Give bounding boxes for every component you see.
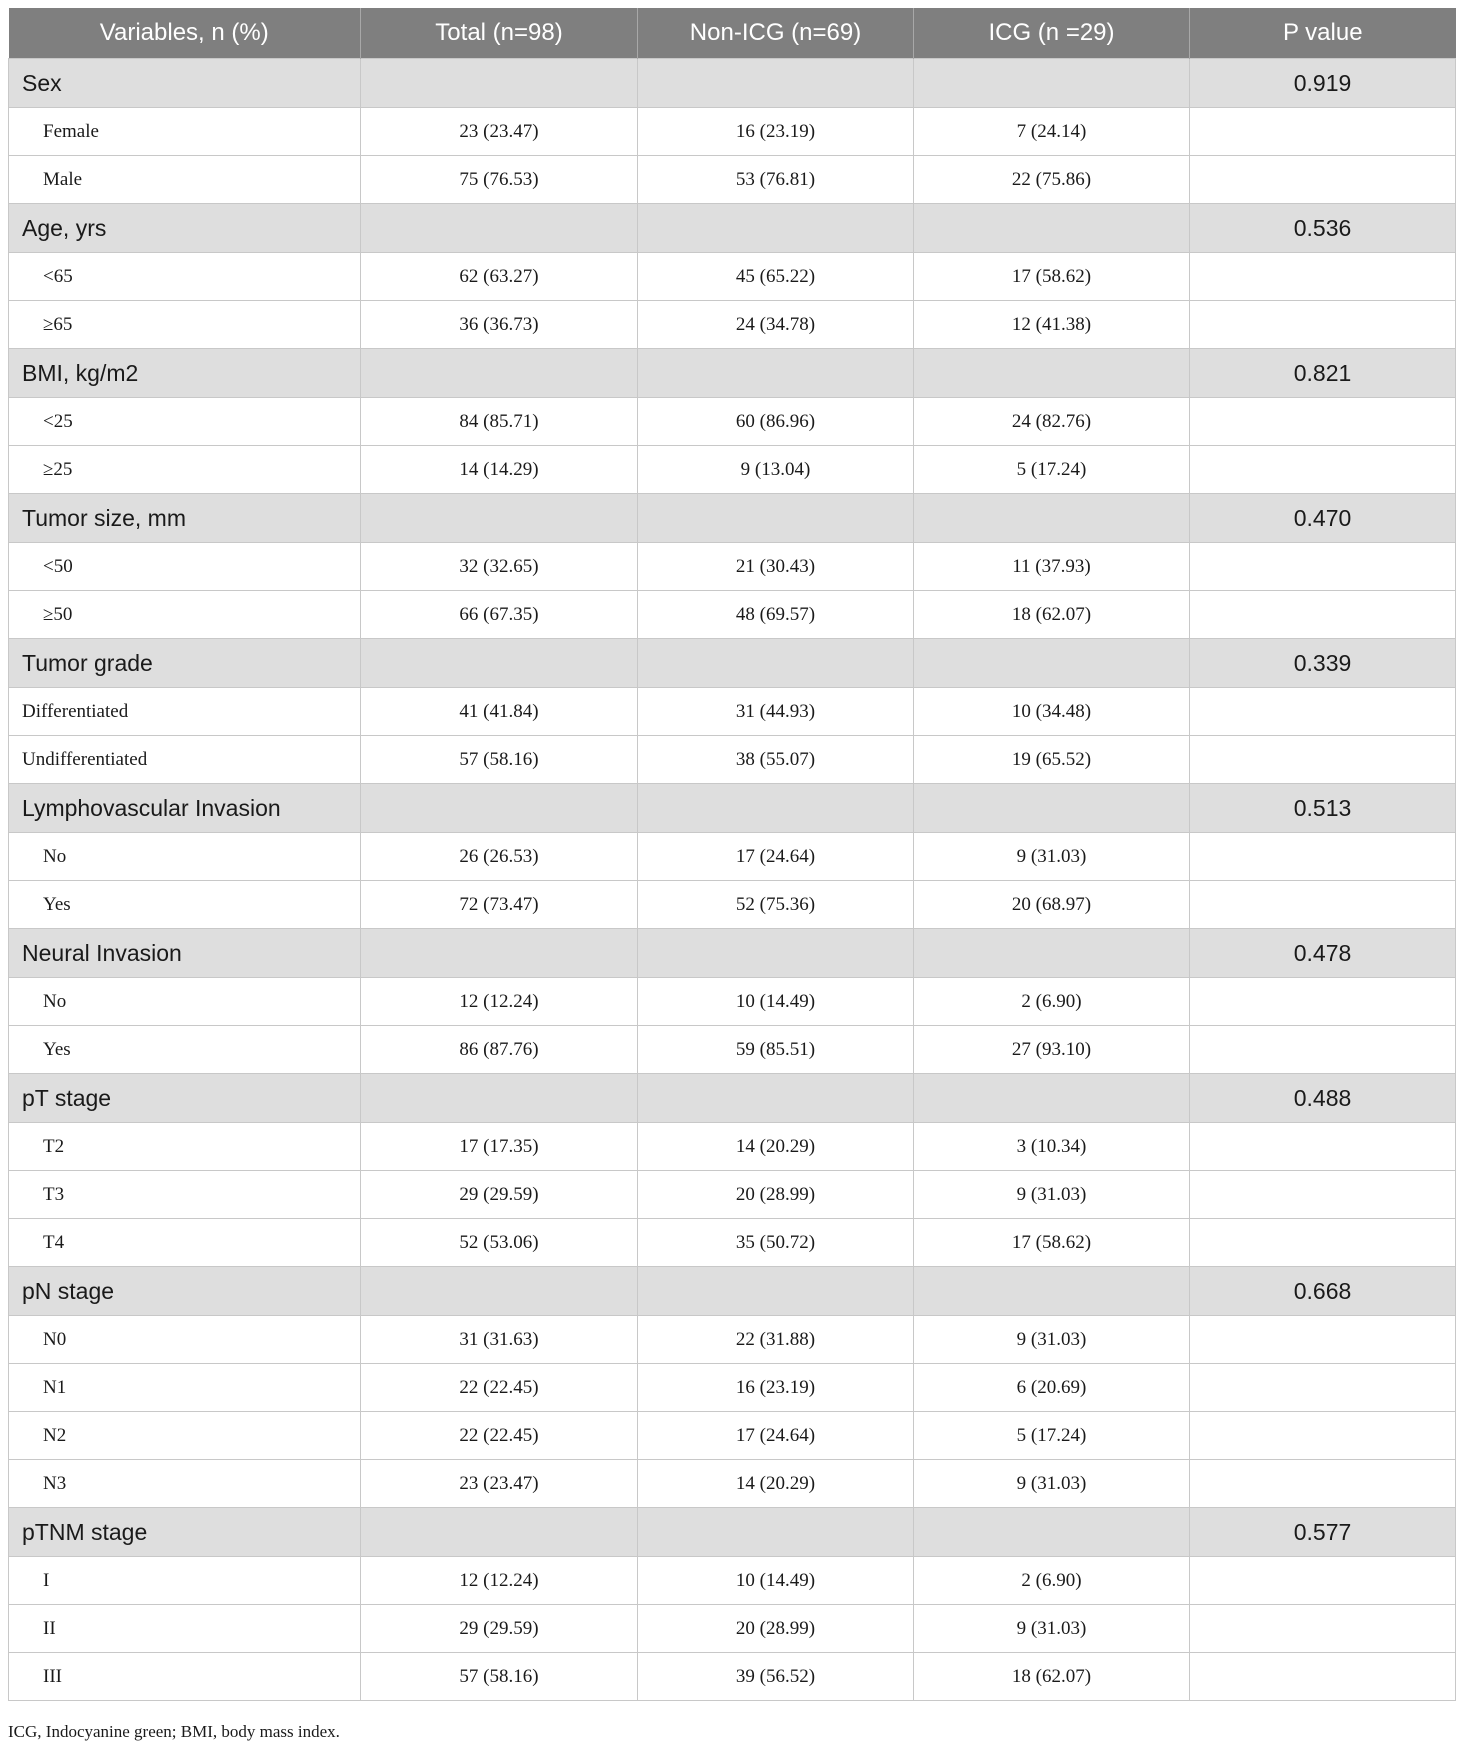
cell-non-icg: 24 (34.78) bbox=[638, 301, 914, 349]
cell-total: 29 (29.59) bbox=[361, 1171, 638, 1219]
cell-p-value-empty bbox=[1190, 688, 1456, 736]
cell-icg: 9 (31.03) bbox=[914, 1171, 1190, 1219]
row-label: T3 bbox=[9, 1171, 361, 1219]
group-empty-cell bbox=[914, 59, 1190, 108]
cell-total: 86 (87.76) bbox=[361, 1026, 638, 1074]
table-row bbox=[9, 1557, 1456, 1605]
group-label: pN stage bbox=[9, 1267, 361, 1316]
cell-total: 57 (58.16) bbox=[361, 736, 638, 784]
header-icg: ICG (n =29) bbox=[914, 8, 1190, 59]
table-row bbox=[9, 446, 1456, 494]
cell-non-icg: 60 (86.96) bbox=[638, 398, 914, 446]
cell-non-icg: 16 (23.19) bbox=[638, 1364, 914, 1412]
group-empty-cell bbox=[638, 1074, 914, 1123]
table-row bbox=[9, 881, 1456, 929]
cell-total: 57 (58.16) bbox=[361, 1653, 638, 1701]
row-label: Differentiated bbox=[9, 688, 361, 736]
row-label: II bbox=[9, 1605, 361, 1653]
row-label: N0 bbox=[9, 1316, 361, 1364]
table-body bbox=[9, 59, 1456, 1701]
table-row bbox=[9, 1316, 1456, 1364]
cell-icg: 18 (62.07) bbox=[914, 591, 1190, 639]
cell-p-value-empty bbox=[1190, 978, 1456, 1026]
group-empty-cell bbox=[638, 784, 914, 833]
group-row bbox=[9, 784, 1456, 833]
table-row bbox=[9, 1460, 1456, 1508]
group-p-value: 0.339 bbox=[1190, 639, 1456, 688]
group-empty-cell bbox=[361, 1267, 638, 1316]
cell-icg: 5 (17.24) bbox=[914, 1412, 1190, 1460]
cell-total: 22 (22.45) bbox=[361, 1412, 638, 1460]
cell-non-icg: 48 (69.57) bbox=[638, 591, 914, 639]
row-label: ≥25 bbox=[9, 446, 361, 494]
cell-icg: 10 (34.48) bbox=[914, 688, 1190, 736]
header-p-value: P value bbox=[1190, 8, 1456, 59]
group-p-value: 0.919 bbox=[1190, 59, 1456, 108]
cell-non-icg: 20 (28.99) bbox=[638, 1605, 914, 1653]
cell-icg: 11 (37.93) bbox=[914, 543, 1190, 591]
group-p-value: 0.488 bbox=[1190, 1074, 1456, 1123]
cell-icg: 22 (75.86) bbox=[914, 156, 1190, 204]
group-p-value: 0.536 bbox=[1190, 204, 1456, 253]
cell-total: 52 (53.06) bbox=[361, 1219, 638, 1267]
table-row bbox=[9, 156, 1456, 204]
header-total: Total (n=98) bbox=[361, 8, 638, 59]
cell-total: 84 (85.71) bbox=[361, 398, 638, 446]
group-p-value: 0.821 bbox=[1190, 349, 1456, 398]
group-empty-cell bbox=[914, 1508, 1190, 1557]
row-label: Undifferentiated bbox=[9, 736, 361, 784]
cell-non-icg: 35 (50.72) bbox=[638, 1219, 914, 1267]
cell-p-value-empty bbox=[1190, 1557, 1456, 1605]
cell-p-value-empty bbox=[1190, 736, 1456, 784]
cell-p-value-empty bbox=[1190, 156, 1456, 204]
cell-total: 62 (63.27) bbox=[361, 253, 638, 301]
cell-non-icg: 45 (65.22) bbox=[638, 253, 914, 301]
cell-p-value-empty bbox=[1190, 398, 1456, 446]
group-empty-cell bbox=[361, 59, 638, 108]
cell-non-icg: 39 (56.52) bbox=[638, 1653, 914, 1701]
table-row bbox=[9, 736, 1456, 784]
group-empty-cell bbox=[638, 1508, 914, 1557]
cell-total: 26 (26.53) bbox=[361, 833, 638, 881]
group-empty-cell bbox=[361, 1074, 638, 1123]
cell-p-value-empty bbox=[1190, 108, 1456, 156]
cell-total: 72 (73.47) bbox=[361, 881, 638, 929]
table-row bbox=[9, 1026, 1456, 1074]
group-p-value: 0.478 bbox=[1190, 929, 1456, 978]
row-label: Female bbox=[9, 108, 361, 156]
group-empty-cell bbox=[914, 1074, 1190, 1123]
cell-icg: 6 (20.69) bbox=[914, 1364, 1190, 1412]
group-row bbox=[9, 1267, 1456, 1316]
table-row bbox=[9, 1605, 1456, 1653]
group-row bbox=[9, 1074, 1456, 1123]
cell-icg: 17 (58.62) bbox=[914, 1219, 1190, 1267]
table-container bbox=[8, 8, 1455, 1701]
cell-non-icg: 16 (23.19) bbox=[638, 108, 914, 156]
table-row bbox=[9, 1653, 1456, 1701]
table-row bbox=[9, 978, 1456, 1026]
row-label: Yes bbox=[9, 1026, 361, 1074]
row-label: <65 bbox=[9, 253, 361, 301]
group-empty-cell bbox=[914, 349, 1190, 398]
cell-total: 41 (41.84) bbox=[361, 688, 638, 736]
group-p-value: 0.470 bbox=[1190, 494, 1456, 543]
table-row bbox=[9, 1171, 1456, 1219]
row-label: ≥50 bbox=[9, 591, 361, 639]
cell-icg: 18 (62.07) bbox=[914, 1653, 1190, 1701]
group-row bbox=[9, 349, 1456, 398]
row-label: T4 bbox=[9, 1219, 361, 1267]
row-label: <50 bbox=[9, 543, 361, 591]
row-label: No bbox=[9, 978, 361, 1026]
cell-total: 23 (23.47) bbox=[361, 108, 638, 156]
group-empty-cell bbox=[914, 494, 1190, 543]
cell-icg: 9 (31.03) bbox=[914, 833, 1190, 881]
row-label: N2 bbox=[9, 1412, 361, 1460]
group-empty-cell bbox=[361, 349, 638, 398]
cell-p-value-empty bbox=[1190, 1460, 1456, 1508]
group-p-value: 0.577 bbox=[1190, 1508, 1456, 1557]
cell-non-icg: 53 (76.81) bbox=[638, 156, 914, 204]
group-empty-cell bbox=[638, 929, 914, 978]
cell-total: 22 (22.45) bbox=[361, 1364, 638, 1412]
group-label: Age, yrs bbox=[9, 204, 361, 253]
group-label: BMI, kg/m2 bbox=[9, 349, 361, 398]
group-empty-cell bbox=[361, 204, 638, 253]
row-label: N3 bbox=[9, 1460, 361, 1508]
cell-p-value-empty bbox=[1190, 1219, 1456, 1267]
cell-icg: 17 (58.62) bbox=[914, 253, 1190, 301]
cell-total: 31 (31.63) bbox=[361, 1316, 638, 1364]
cell-icg: 19 (65.52) bbox=[914, 736, 1190, 784]
table-row bbox=[9, 1412, 1456, 1460]
group-label: pT stage bbox=[9, 1074, 361, 1123]
group-label: pTNM stage bbox=[9, 1508, 361, 1557]
group-row bbox=[9, 59, 1456, 108]
cell-p-value-empty bbox=[1190, 301, 1456, 349]
cell-p-value-empty bbox=[1190, 543, 1456, 591]
group-empty-cell bbox=[361, 929, 638, 978]
group-empty-cell bbox=[914, 784, 1190, 833]
group-empty-cell bbox=[914, 204, 1190, 253]
cell-icg: 3 (10.34) bbox=[914, 1123, 1190, 1171]
cell-non-icg: 38 (55.07) bbox=[638, 736, 914, 784]
table-row bbox=[9, 1123, 1456, 1171]
group-label: Neural Invasion bbox=[9, 929, 361, 978]
group-empty-cell bbox=[638, 349, 914, 398]
table-row bbox=[9, 108, 1456, 156]
cell-icg: 7 (24.14) bbox=[914, 108, 1190, 156]
row-label: <25 bbox=[9, 398, 361, 446]
table-row bbox=[9, 833, 1456, 881]
row-label: T2 bbox=[9, 1123, 361, 1171]
cell-total: 29 (29.59) bbox=[361, 1605, 638, 1653]
cell-icg: 9 (31.03) bbox=[914, 1605, 1190, 1653]
row-label: No bbox=[9, 833, 361, 881]
cell-p-value-empty bbox=[1190, 1123, 1456, 1171]
cell-non-icg: 17 (24.64) bbox=[638, 1412, 914, 1460]
header-non-icg: Non-ICG (n=69) bbox=[638, 8, 914, 59]
group-row bbox=[9, 204, 1456, 253]
table-row bbox=[9, 1219, 1456, 1267]
cell-total: 14 (14.29) bbox=[361, 446, 638, 494]
header-variables: Variables, n (%) bbox=[9, 8, 361, 59]
cell-non-icg: 9 (13.04) bbox=[638, 446, 914, 494]
cell-non-icg: 20 (28.99) bbox=[638, 1171, 914, 1219]
group-p-value: 0.668 bbox=[1190, 1267, 1456, 1316]
cell-p-value-empty bbox=[1190, 1653, 1456, 1701]
cell-total: 12 (12.24) bbox=[361, 1557, 638, 1605]
cell-total: 66 (67.35) bbox=[361, 591, 638, 639]
group-empty-cell bbox=[638, 59, 914, 108]
row-label: Yes bbox=[9, 881, 361, 929]
cell-total: 75 (76.53) bbox=[361, 156, 638, 204]
table-footnote: ICG, Indocyanine green; BMI, body mass index. bbox=[8, 1722, 340, 1741]
cell-icg: 12 (41.38) bbox=[914, 301, 1190, 349]
group-empty-cell bbox=[361, 494, 638, 543]
cell-p-value-empty bbox=[1190, 1605, 1456, 1653]
cell-total: 17 (17.35) bbox=[361, 1123, 638, 1171]
cell-p-value-empty bbox=[1190, 881, 1456, 929]
group-row bbox=[9, 494, 1456, 543]
cell-icg: 9 (31.03) bbox=[914, 1460, 1190, 1508]
cell-non-icg: 10 (14.49) bbox=[638, 978, 914, 1026]
cell-non-icg: 14 (20.29) bbox=[638, 1460, 914, 1508]
characteristics-table bbox=[8, 8, 1456, 1701]
cell-p-value-empty bbox=[1190, 1412, 1456, 1460]
group-label: Tumor grade bbox=[9, 639, 361, 688]
group-label: Tumor size, mm bbox=[9, 494, 361, 543]
table-row bbox=[9, 591, 1456, 639]
cell-p-value-empty bbox=[1190, 1026, 1456, 1074]
cell-icg: 9 (31.03) bbox=[914, 1316, 1190, 1364]
cell-icg: 24 (82.76) bbox=[914, 398, 1190, 446]
group-label: Lymphovascular Invasion bbox=[9, 784, 361, 833]
group-empty-cell bbox=[638, 639, 914, 688]
group-empty-cell bbox=[914, 929, 1190, 978]
cell-icg: 27 (93.10) bbox=[914, 1026, 1190, 1074]
row-label: N1 bbox=[9, 1364, 361, 1412]
group-empty-cell bbox=[361, 1508, 638, 1557]
group-empty-cell bbox=[638, 1267, 914, 1316]
cell-icg: 2 (6.90) bbox=[914, 978, 1190, 1026]
group-p-value: 0.513 bbox=[1190, 784, 1456, 833]
cell-non-icg: 21 (30.43) bbox=[638, 543, 914, 591]
table-header bbox=[9, 8, 1456, 59]
group-empty-cell bbox=[914, 639, 1190, 688]
cell-non-icg: 10 (14.49) bbox=[638, 1557, 914, 1605]
row-label: I bbox=[9, 1557, 361, 1605]
cell-non-icg: 31 (44.93) bbox=[638, 688, 914, 736]
cell-p-value-empty bbox=[1190, 1316, 1456, 1364]
group-empty-cell bbox=[638, 204, 914, 253]
group-empty-cell bbox=[361, 784, 638, 833]
group-empty-cell bbox=[914, 1267, 1190, 1316]
cell-non-icg: 22 (31.88) bbox=[638, 1316, 914, 1364]
table-row bbox=[9, 301, 1456, 349]
cell-non-icg: 17 (24.64) bbox=[638, 833, 914, 881]
cell-p-value-empty bbox=[1190, 833, 1456, 881]
cell-total: 12 (12.24) bbox=[361, 978, 638, 1026]
table-row bbox=[9, 253, 1456, 301]
cell-non-icg: 14 (20.29) bbox=[638, 1123, 914, 1171]
cell-p-value-empty bbox=[1190, 1171, 1456, 1219]
table-row bbox=[9, 688, 1456, 736]
cell-non-icg: 59 (85.51) bbox=[638, 1026, 914, 1074]
group-label: Sex bbox=[9, 59, 361, 108]
cell-icg: 5 (17.24) bbox=[914, 446, 1190, 494]
header-row bbox=[9, 8, 1456, 59]
cell-total: 36 (36.73) bbox=[361, 301, 638, 349]
cell-p-value-empty bbox=[1190, 446, 1456, 494]
cell-non-icg: 52 (75.36) bbox=[638, 881, 914, 929]
cell-p-value-empty bbox=[1190, 591, 1456, 639]
row-label: III bbox=[9, 1653, 361, 1701]
table-row bbox=[9, 398, 1456, 446]
cell-icg: 2 (6.90) bbox=[914, 1557, 1190, 1605]
row-label: Male bbox=[9, 156, 361, 204]
table-row bbox=[9, 1364, 1456, 1412]
cell-total: 23 (23.47) bbox=[361, 1460, 638, 1508]
cell-p-value-empty bbox=[1190, 253, 1456, 301]
group-row bbox=[9, 929, 1456, 978]
group-empty-cell bbox=[638, 494, 914, 543]
cell-p-value-empty bbox=[1190, 1364, 1456, 1412]
row-label: ≥65 bbox=[9, 301, 361, 349]
group-row bbox=[9, 1508, 1456, 1557]
cell-icg: 20 (68.97) bbox=[914, 881, 1190, 929]
group-empty-cell bbox=[361, 639, 638, 688]
table-row bbox=[9, 543, 1456, 591]
group-row bbox=[9, 639, 1456, 688]
cell-total: 32 (32.65) bbox=[361, 543, 638, 591]
